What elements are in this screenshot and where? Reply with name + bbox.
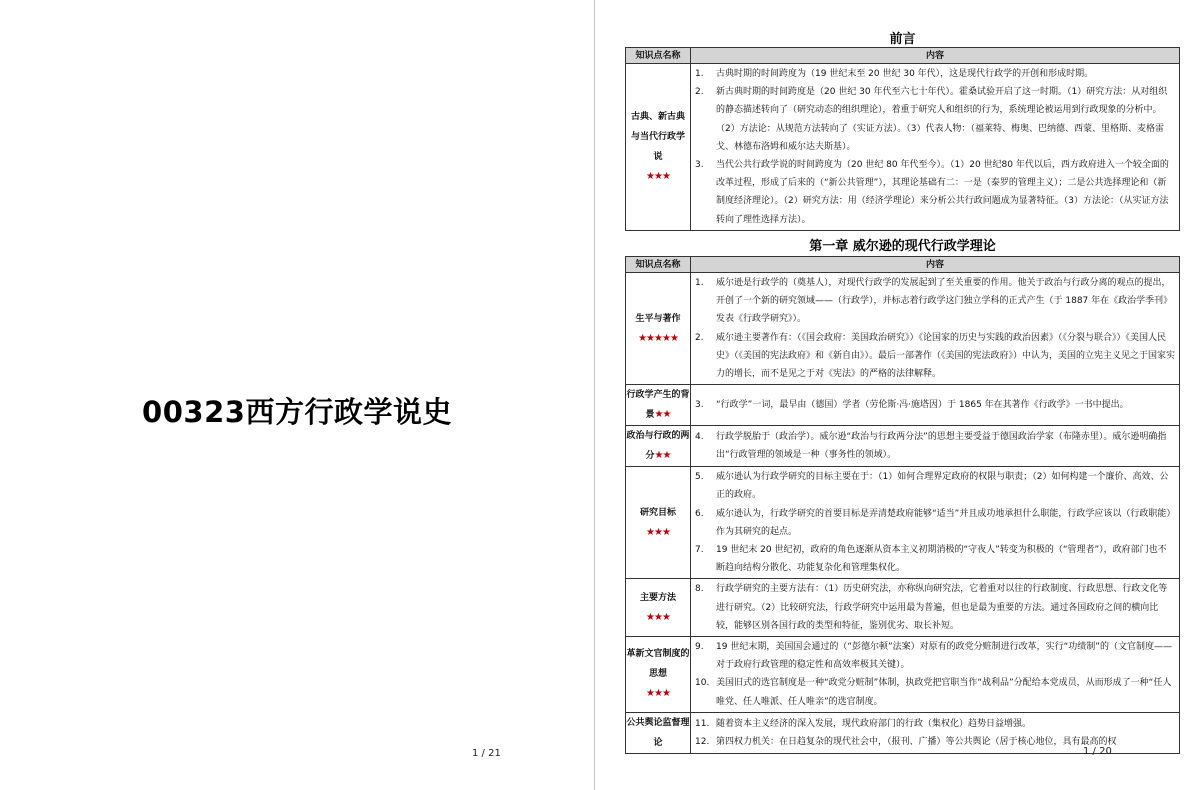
- item-text: 威尔逊主要著作有：（《国会政府：美国政治研究》）《论国家的历史与实践的政治因素》（《分裂与联合》）《美国人民史》（《美国的宪法政府》和《新自由》）。最后一部著作（《美国的宪法政府》）中认为，美国的立宪主义见之于国家实力的增长，而不是见之于对《宪法》的严格的法律解释。: [716, 332, 1176, 380]
- table-row: [626, 273, 1180, 385]
- content-cell: [691, 273, 1180, 385]
- item-number: 9.: [695, 642, 704, 653]
- item-number: 10.: [695, 678, 710, 689]
- importance-stars: ★★★★★: [638, 332, 678, 344]
- topic-name: 革新文官制度的思想: [626, 649, 690, 680]
- item-text: 当代公共行政学说的时间跨度为（20 世纪 80 年代至今）。（1）20 世纪80 年代以后，西方政府进入一个较全面的改革过程，形成了后来的（“新公共管理”），其理论基础有二：一是（泰罗的管理主义）；二是公共选择理论和（新制度经济理论）。（2）研究方法：用（经济学理论）来分析公共行政问题成为显著特征。（3）方法论：（从实证方法转向了理性选择方法）。: [716, 160, 1169, 225]
- list-item: [695, 156, 1175, 229]
- importance-stars: ★★: [654, 409, 671, 421]
- item-text: 新古典时期的时间跨度是（20 世纪 30 年代至六七十年代）。霍桑试验开启了这一时期。（1）研究方法：从对组织的静态描述转向了（研究动态的组织理论），着重于研究人和组织的行为，系统理论被运用到行政现象的分析中。（2）方法论：从规范方法转向了（实证方法）。（3）代表人物：（福莱特、梅奥、巴纳德、西蒙、里格斯、麦格雷戈、林德布洛姆和威尔达夫斯基）。: [716, 87, 1168, 152]
- header-topic: 知识点名称: [626, 48, 691, 64]
- list-item: [695, 715, 1175, 733]
- topic-name: 生平与著作: [635, 313, 681, 324]
- item-text: “行政学”一词，最早由（德国）学者（劳伦斯·冯·施塔因）于 1865 年在其著作《行政学》一书中提出。: [716, 400, 1129, 411]
- topic-cell: [626, 637, 691, 713]
- importance-stars: ★★★: [646, 688, 670, 700]
- item-number: 6.: [695, 508, 704, 519]
- item-number: 7.: [695, 545, 704, 556]
- list-item: [695, 65, 1175, 83]
- item-text: 随着资本主义经济的深入发展，现代政府部门的行政（集权化）趋势日益增强。: [716, 718, 1032, 729]
- content-cell: [691, 385, 1180, 426]
- topic-cell: [626, 273, 691, 385]
- topic-name-text: 政治与行政的两分: [626, 431, 690, 462]
- table-row: [626, 467, 1180, 579]
- item-number: 3.: [695, 160, 704, 171]
- topic-cell: [626, 712, 691, 753]
- item-number: 4.: [695, 432, 704, 443]
- left-document-page: [0, 0, 594, 790]
- importance-stars: ★★★: [646, 170, 670, 182]
- item-number: 12.: [695, 736, 710, 747]
- item-number: 1.: [695, 69, 704, 79]
- right-document-page: [595, 0, 1194, 790]
- item-text: 19 世纪末期，美国国会通过的（“彭德尔顿”法案）对原有的政党分赃制进行改革，实行“功绩制”的（文官制度——对于政府行政管理的稳定性和高效率极其关键）。: [716, 642, 1172, 671]
- importance-stars: ★★★: [646, 526, 670, 538]
- importance-stars: ★★: [654, 450, 671, 462]
- content-cell: [691, 637, 1180, 713]
- item-text: 威尔逊是行政学的（奠基人），对现代行政学的发展起到了至关重要的作用。他关于政治与行政分离的观点的提出，开创了一个新的研究领域——（行政学），并标志着行政学这门独立学科的正式产生（于 1887 年在《政治学季刊》发表《行政学研究》）。: [716, 278, 1173, 325]
- content-cell: [691, 64, 1180, 231]
- item-number: 2.: [695, 87, 704, 98]
- list-item: [695, 505, 1175, 541]
- item-number: 11.: [695, 718, 710, 729]
- item-text: 威尔逊认为行政学研究的目标主要在于：（1）如何合理界定政府的权限与职责；（2）如何构建一个廉价、高效、公正的政府。: [716, 472, 1169, 501]
- chapter-table: [625, 256, 1180, 754]
- item-text: 第四权力机关：在日趋复杂的现代社会中，（报刊、广播）等公共舆论（居于核心地位，具有最高的权: [716, 736, 1117, 747]
- topic-cell: [626, 579, 691, 637]
- content-cell: [691, 467, 1180, 579]
- header-topic: 知识点名称: [626, 257, 691, 273]
- importance-stars: ★★★: [646, 611, 670, 623]
- topic-cell: [626, 426, 691, 467]
- preface-title: 前言: [889, 32, 916, 47]
- topic-cell: [626, 467, 691, 579]
- left-page-number: 1 / 21: [472, 748, 501, 759]
- item-text: 古典时期的时间跨度为（19 世纪末至 20 世纪 30 年代），这是现代行政学的开创和形成时期。: [716, 69, 1094, 79]
- list-item: [695, 329, 1175, 384]
- table-header-row: [626, 48, 1180, 64]
- item-text: 行政学脱胎于（政治学）。威尔逊“政治与行政两分法”的思想主要受益于德国政治学家（布隆赤里）。威尔逊明确指出“行政管理的领域是一种（事务性的领域）。: [716, 432, 1167, 461]
- item-number: 5.: [695, 472, 704, 483]
- header-content: 内容: [691, 48, 1180, 64]
- list-item: [695, 274, 1175, 329]
- header-content: 内容: [691, 257, 1180, 273]
- table-row: [626, 637, 1180, 713]
- item-text: 美国旧式的选官制度是一种“政党分赃制”体制，执政党把官职当作“战利品”分配给本党成员，从而形成了一种“任人唯党、任人唯派、任人唯亲”的选官制度。: [716, 678, 1172, 707]
- topic-name: 研究目标: [639, 507, 676, 518]
- topic-name: 公共舆论监督理论: [626, 717, 690, 748]
- item-number: 3.: [695, 400, 704, 411]
- list-item: [695, 541, 1175, 577]
- list-item: [695, 468, 1175, 504]
- list-item: [695, 428, 1175, 464]
- list-item: [695, 580, 1175, 635]
- table-row: [626, 579, 1180, 637]
- item-text: 行政学研究的主要方法有：（1）历史研究法，亦称纵向研究法，它着重对以往的行政制度、行政思想、行政文化等进行研究。（2）比较研究法，行政学研究中运用最为普遍，但也是最为重要的方法。通过各国政府之间的横向比较，能够区别各国行政的类型和特征，鉴别优劣、取长补短。: [716, 584, 1168, 631]
- list-item: [695, 638, 1175, 674]
- item-number: 2.: [695, 332, 704, 343]
- topic-name: 主要方法: [639, 592, 676, 603]
- item-text: 19 世纪末 20 世纪初，政府的角色逐渐从资本主义初期消极的“守夜人”转变为积极的（“管理者”），政府部门也不断趋向结构分散化、功能复杂化和管理集权化。: [716, 545, 1167, 574]
- table-header-row: [626, 257, 1180, 273]
- table-row: [626, 385, 1180, 426]
- item-text: 威尔逊认为，行政学研究的首要目标是弄清楚政府能够“适当”并且成功地承担什么职能，行政学应该以（行政职能）作为其研究的起点。: [716, 508, 1171, 537]
- chapter-title: 第一章 威尔逊的现代行政学理论: [809, 239, 996, 254]
- item-number: 1.: [695, 278, 704, 288]
- content-cell: [691, 426, 1180, 467]
- table-row: [626, 426, 1180, 467]
- topic-name: [626, 385, 690, 425]
- topic-cell: [626, 385, 691, 426]
- topic-name: [626, 426, 690, 466]
- list-item: [695, 83, 1175, 156]
- list-item: [695, 674, 1175, 710]
- item-number: 8.: [695, 584, 704, 595]
- right-page-number: 1 / 20: [1083, 746, 1112, 757]
- table-row: [626, 64, 1180, 231]
- list-item: [695, 396, 1175, 414]
- topic-name: 古典、新古典与当代行政学说: [630, 111, 685, 162]
- document-title: 00323西方行政学说史: [142, 395, 452, 429]
- preface-table: [625, 47, 1180, 231]
- topic-cell: [626, 64, 691, 231]
- topic-name-text: 行政学产生的背景: [626, 390, 690, 421]
- content-cell: [691, 579, 1180, 637]
